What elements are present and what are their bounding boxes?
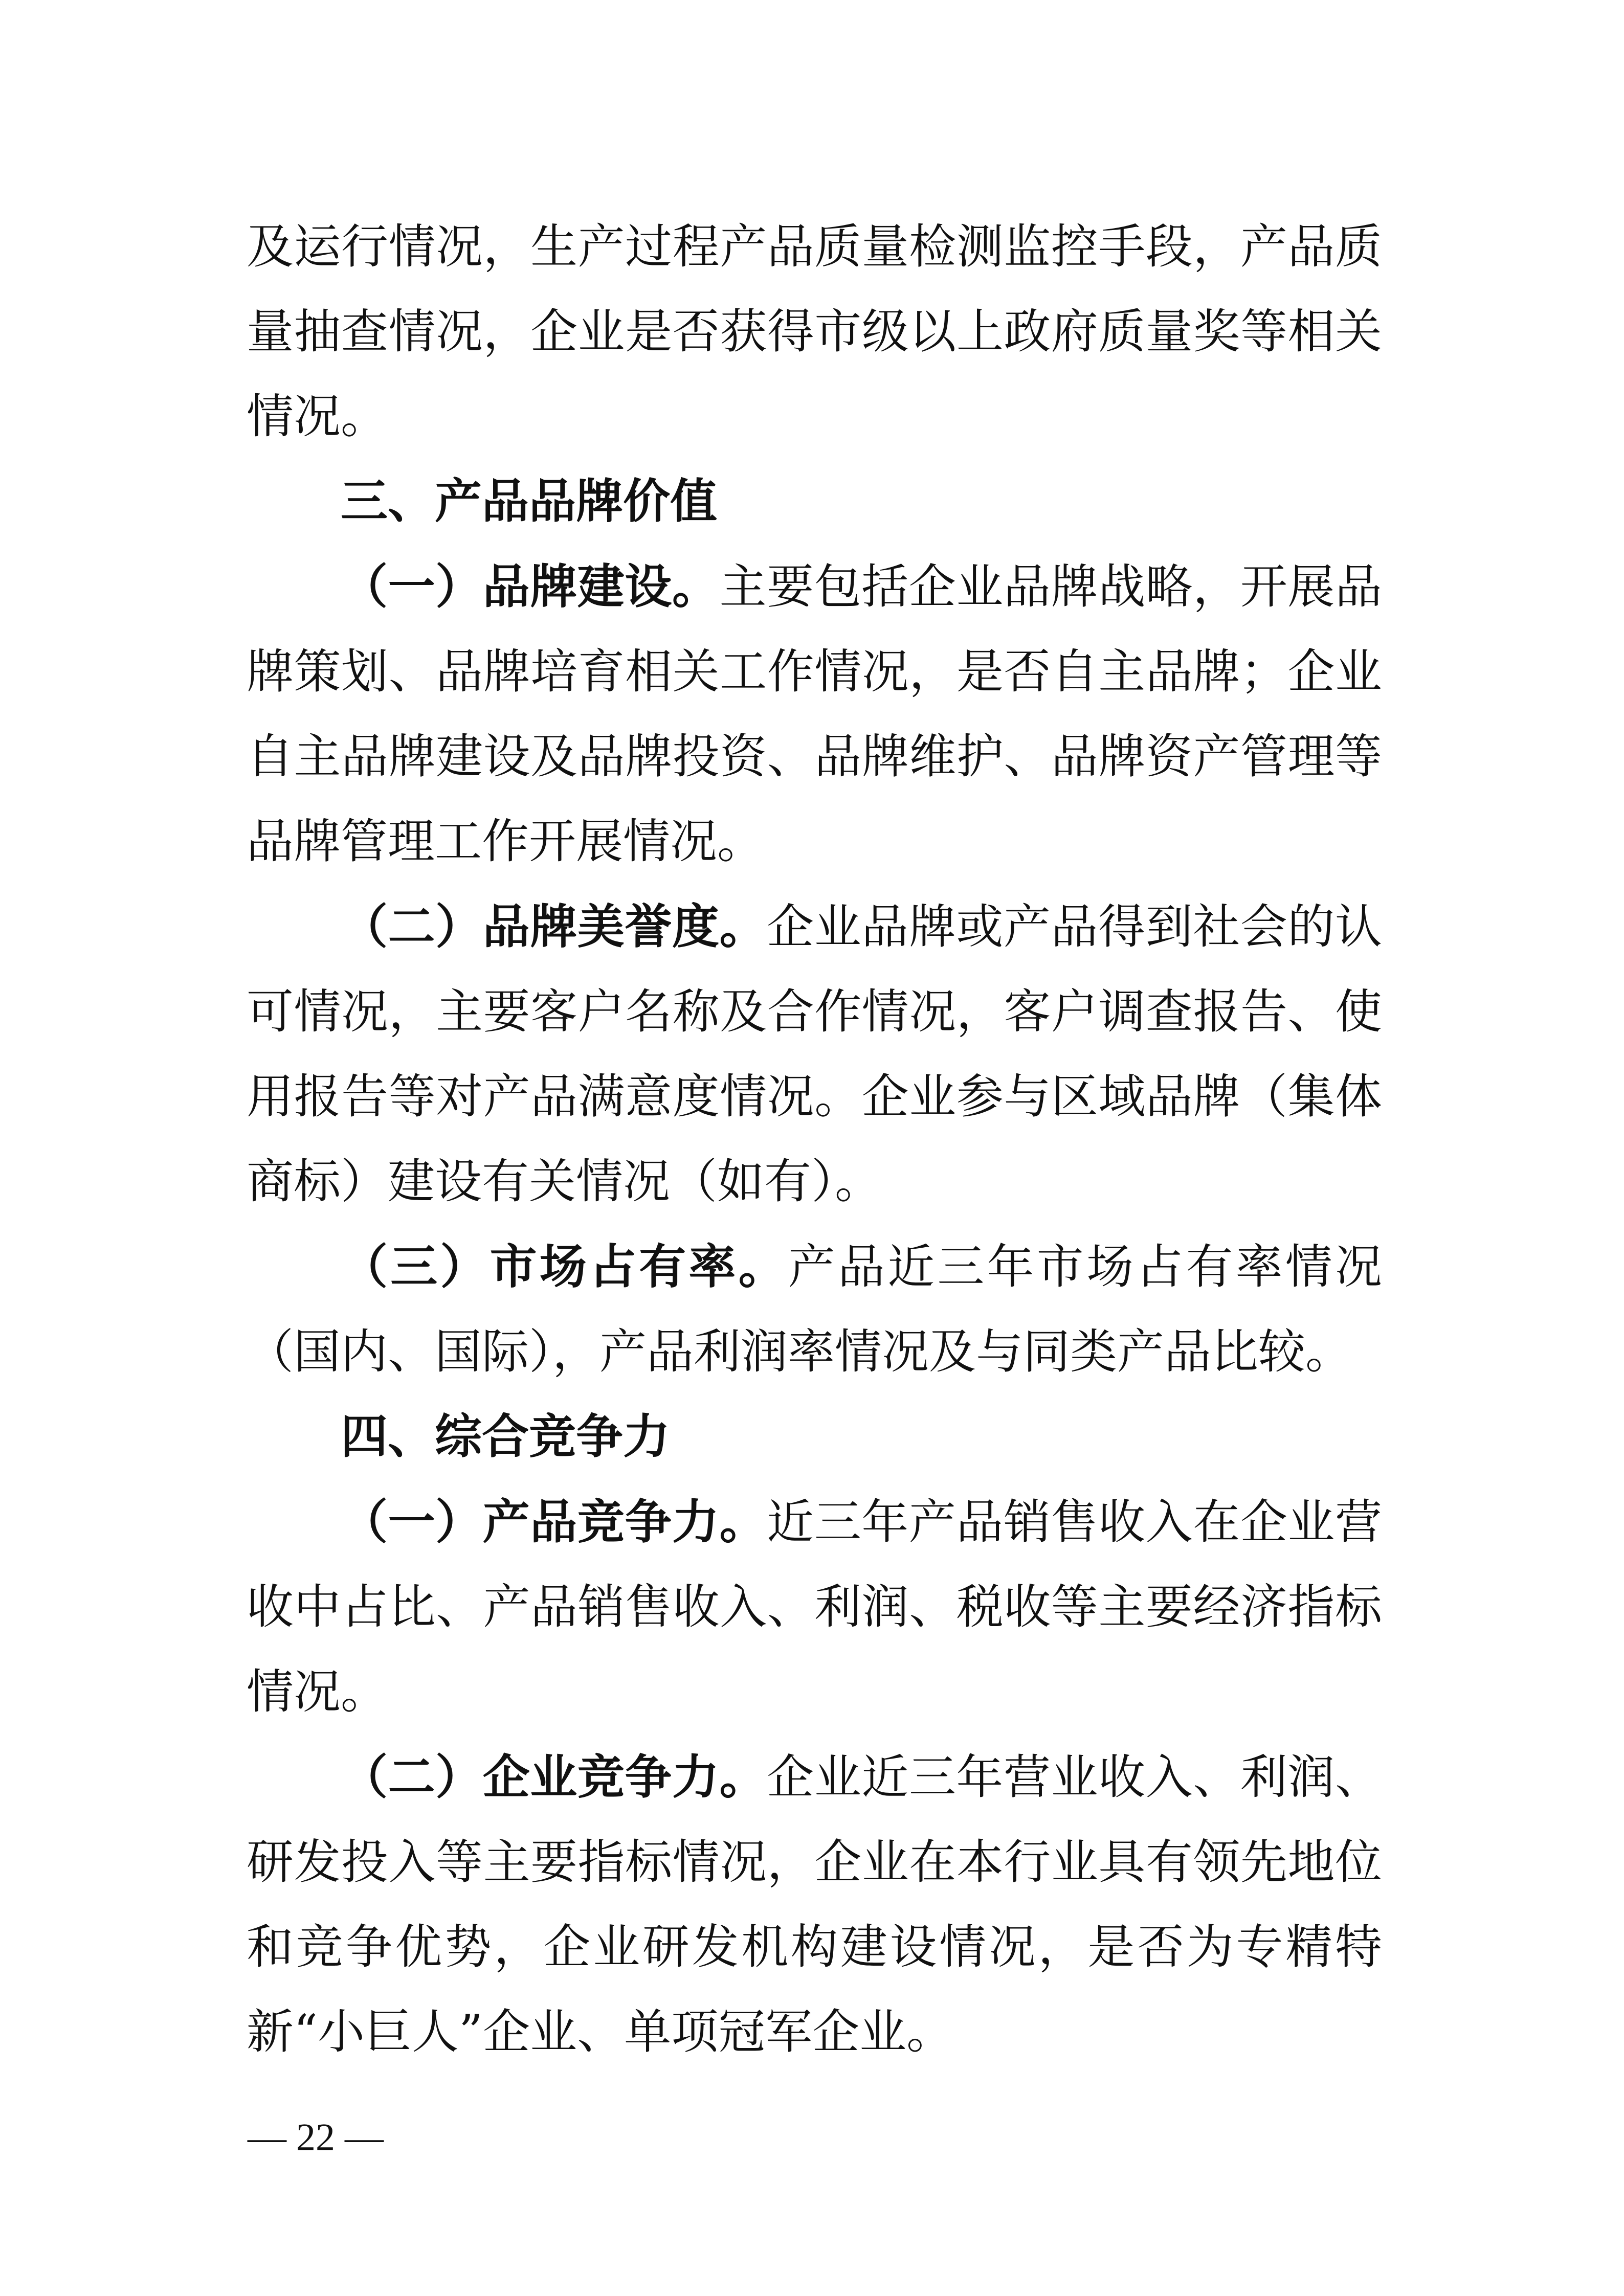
subheading-product-competitiveness: （一）产品竞争力。 bbox=[341, 1494, 767, 1549]
paragraph-text: 主要包括企业品牌战略，开展品牌策划、品牌培育相关工作情况，是否自主品牌；企业自主品牌建设及品牌投资、品牌维护、品牌资产管理等品牌管理工作开展情况。 bbox=[247, 559, 1382, 869]
paragraph-continuation: 及运行情况，生产过程产品质量检测监控手段，产品质量抽查情况，企业是否获得市级以上政府质量奖等相关情况。 bbox=[247, 219, 1382, 444]
subheading-brand-building: （一）品牌建设。 bbox=[341, 559, 720, 614]
paragraph-product-competitiveness bbox=[247, 1479, 1382, 1735]
paragraph-text: 产品近三年市场占有率情况（国内、国际），产品利润率情况及与同类产品比较。 bbox=[247, 1240, 1382, 1379]
section-heading-competitiveness: 四、综合竞争力 bbox=[341, 1409, 671, 1464]
paragraph-text: 企业近三年营业收入、利润、研发投入等主要指标情况，企业在本行业具有领先地位和竞争优势，企业研发机构建设情况，是否为专精特新“小巨人”企业、单项冠军企业。 bbox=[247, 1750, 1382, 2059]
paragraph-brand-building bbox=[247, 544, 1382, 884]
subheading-enterprise-competitiveness: （二）企业竞争力。 bbox=[341, 1749, 767, 1805]
paragraph-market-share bbox=[247, 1224, 1382, 1394]
paragraph-enterprise-competitiveness bbox=[247, 1735, 1382, 2075]
paragraph-brand-reputation bbox=[247, 884, 1382, 1224]
page-number: — 22 — bbox=[248, 2116, 384, 2159]
subheading-market-share: （三）市场占有率。 bbox=[341, 1239, 788, 1294]
paragraph-text: 企业品牌或产品得到社会的认可情况，主要客户名称及合作情况，客户调查报告、使用报告等对产品满意度情况。企业参与区域品牌（集体商标）建设有关情况（如有）。 bbox=[247, 899, 1382, 1209]
paragraph-text: 近三年产品销售收入在企业营收中占比、产品销售收入、利润、税收等主要经济指标情况。 bbox=[247, 1495, 1382, 1719]
subheading-brand-reputation: （二）品牌美誉度。 bbox=[341, 899, 767, 954]
document-body bbox=[247, 205, 1382, 2075]
section-heading-brand-value: 三、产品品牌价值 bbox=[341, 474, 718, 529]
